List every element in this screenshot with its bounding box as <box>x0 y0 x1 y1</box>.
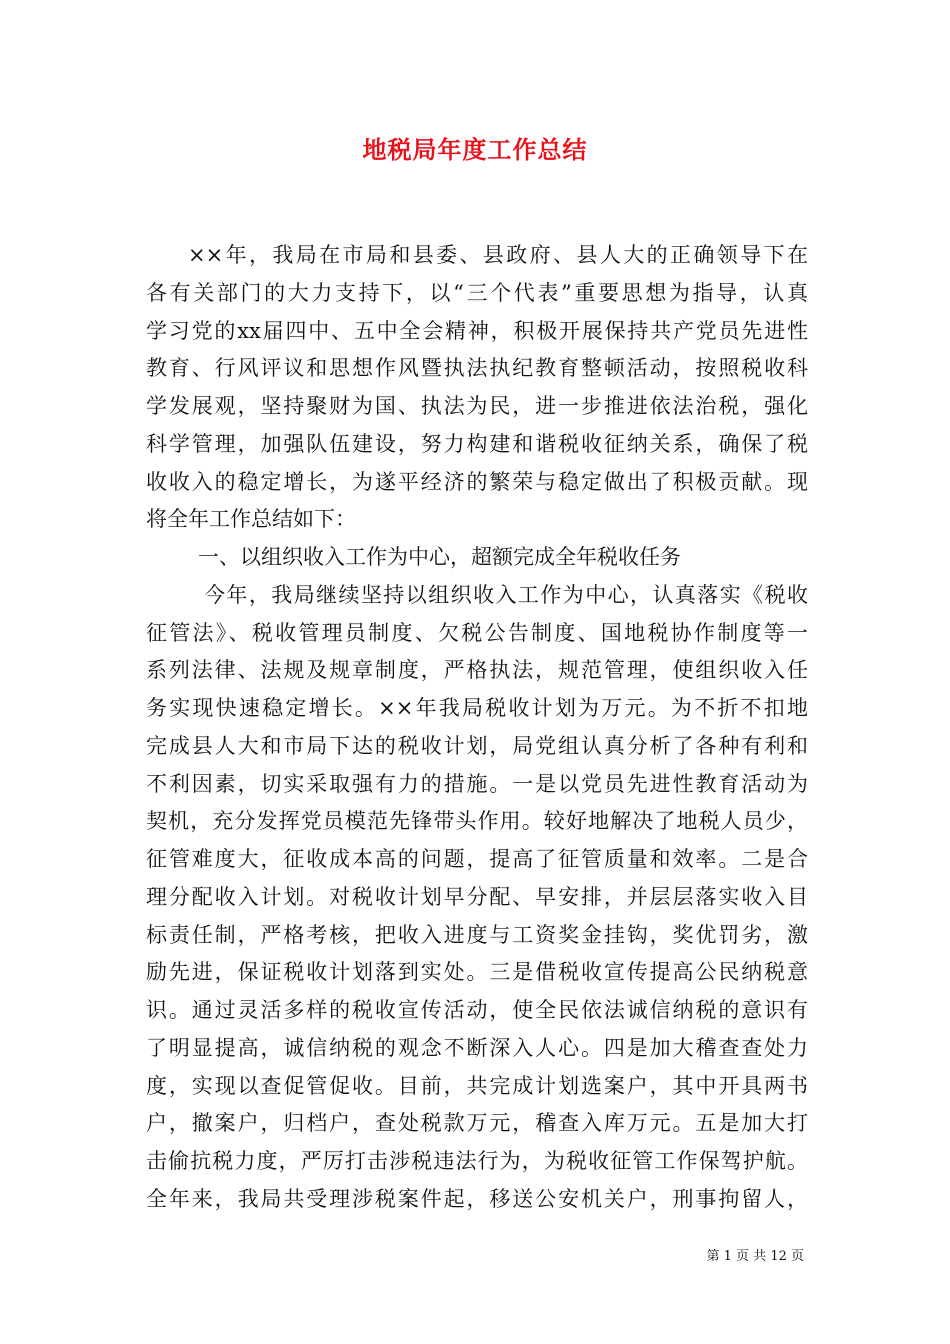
section-heading: 一、以组织收入工作为中心，超额完成全年税收任务 <box>198 545 681 569</box>
paragraph-line: 征管法》、税收管理员制度、欠税公告制度、国地税协作制度等一 <box>146 620 808 645</box>
document-title: 地税局年度工作总结 <box>362 135 588 164</box>
paragraph-line: 户，撤案户，归档户，查处税款万元，稽查入库万元。五是加大打 <box>146 1111 808 1136</box>
paragraph-line: 今年，我局继续坚持以组织收入工作为中心，认真落实《税收 <box>204 582 808 607</box>
paragraph-line: 征管难度大，征收成本高的问题，提高了征管质量和效率。二是合 <box>146 847 808 871</box>
paragraph-line: ××年，我局在市局和县委、县政府、县人大的正确领导下在 <box>188 243 808 267</box>
paragraph-line: 全年来，我局共受理涉税案件起，移送公安机关户，刑事拘留人， <box>146 1186 808 1211</box>
paragraph-line: 将全年工作总结如下： <box>146 507 356 532</box>
paragraph-line: 契机，充分发挥党员模范先锋带头作用。较好地解决了地税人员少， <box>146 809 808 834</box>
paragraph-line: 各有关部门的大力支持下，以“三个代表”重要思想为指导，认真 <box>146 280 808 305</box>
paragraph-line: 不利因素，切实采取强有力的措施。一是以党员先进性教育活动为 <box>146 771 808 796</box>
paragraph-line: 收收入的稳定增长，为遂平经济的繁荣与稳定做出了积极贡献。现 <box>146 469 808 494</box>
paragraph-line: 学习党的xx届四中、五中全会精神，积极开展保持共产党员先进性 <box>146 318 808 343</box>
document-body <box>146 237 808 1219</box>
paragraph-line: 理分配收入计划。对税收计划早分配、早安排，并层层落实收入目 <box>146 884 808 909</box>
paragraph-line: 科学管理，加强队伍建设，努力构建和谐税收征纳关系，确保了税 <box>146 431 808 456</box>
paragraph-line: 学发展观，坚持聚财为国、执法为民，进一步推进依法治税，强化 <box>146 394 808 418</box>
paragraph-line: 教育、行风评议和思想作风暨执法执纪教育整顿活动，按照税收科 <box>146 356 808 381</box>
paragraph-line: 务实现快速稳定增长。××年我局税收计划为万元。为不折不扣地 <box>146 696 808 720</box>
page-number: 第 1 页 共 12 页 <box>706 1249 804 1264</box>
paragraph-line: 识。通过灵活多样的税收宣传活动，使全民依法诚信纳税的意识有 <box>146 998 808 1022</box>
paragraph-line: 励先进，保证税收计划落到实处。三是借税收宣传提高公民纳税意 <box>146 960 808 985</box>
paragraph-line: 标责任制，严格考核，把收入进度与工资奖金挂钩，奖优罚劣，激 <box>146 922 808 947</box>
paragraph-line: 完成县人大和市局下达的税收计划，局党组认真分析了各种有利和 <box>146 733 808 758</box>
paragraph-line: 度，实现以查促管促收。目前，共完成计划选案户，其中开具两书 <box>146 1073 808 1098</box>
paragraph-line: 击偷抗税力度，严厉打击涉税违法行为，为税收征管工作保驾护航。 <box>146 1149 808 1173</box>
paragraph-line: 了明显提高，诚信纳税的观念不断深入人心。四是加大稽查查处力 <box>146 1035 808 1060</box>
paragraph-line: 系列法律、法规及规章制度，严格执法，规范管理，使组织收入任 <box>146 658 808 683</box>
